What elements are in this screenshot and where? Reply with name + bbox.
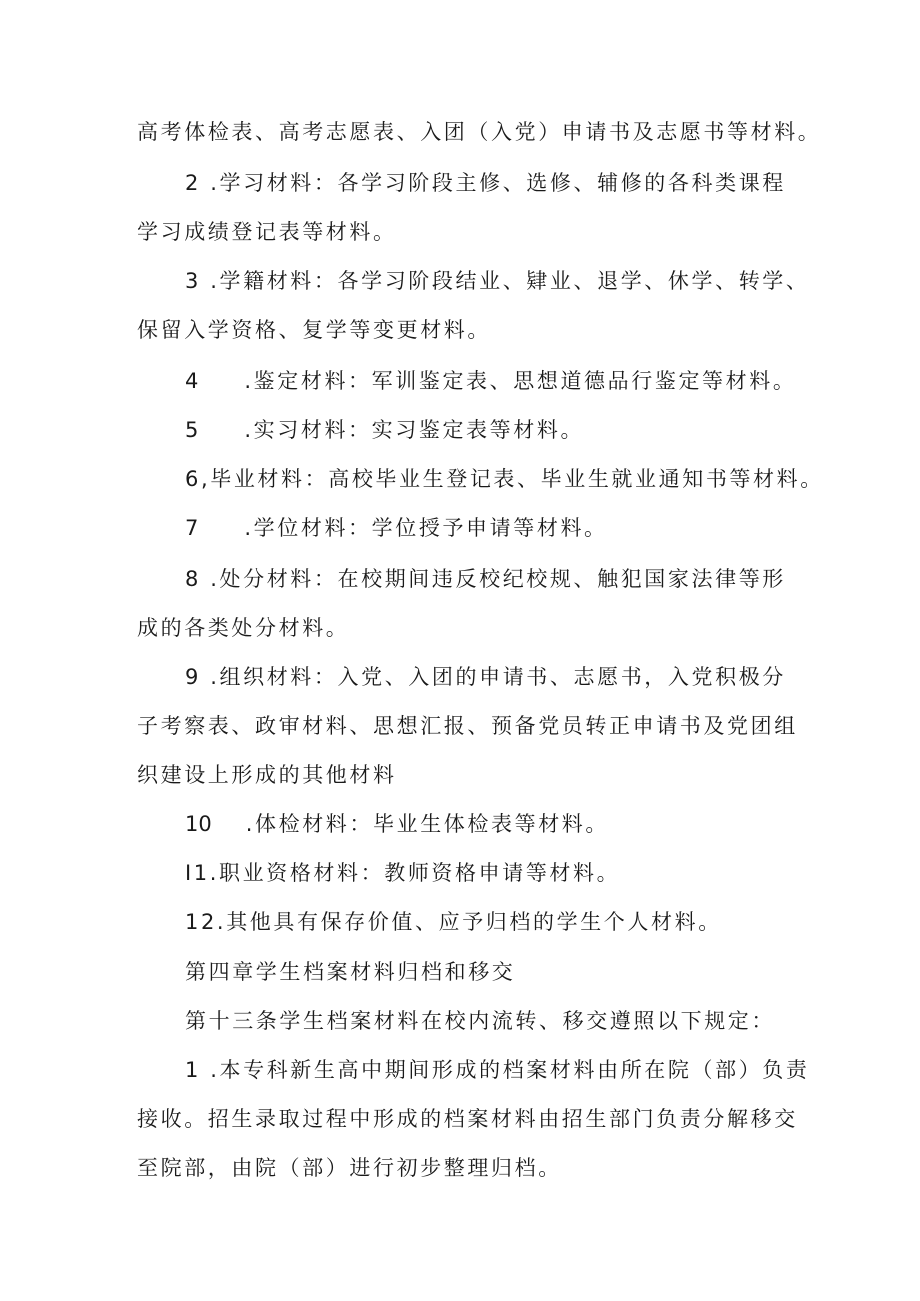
chapter-heading: 第四章学生档案材料归档和移交	[185, 960, 516, 984]
text-line-item-9-cont-1: 子考察表、政审材料、思想汇报、预备党员转正申请书及党团组	[137, 714, 798, 738]
text-line-item-3-cont: 保留入学资格、复学等变更材料。	[137, 318, 491, 342]
text-line-item-2-cont: 学习成绩登记表等材料。	[137, 220, 397, 244]
text-line-rule-1: 1 .本专科新生高中期间形成的档案材料由所在院（部）负责	[185, 1058, 810, 1082]
item-text: .学位材料：学位授予申请等材料。	[244, 516, 608, 540]
text-line-item-4	[185, 366, 796, 396]
text-line-rule-1-cont-1: 接收。招生录取过程中形成的档案材料由招生部门负责分解移交	[137, 1107, 798, 1131]
text-line-rule-1-cont-2: 至院部，由院（部）进行初步整理归档。	[137, 1156, 562, 1180]
item-number: 5	[185, 418, 199, 442]
item-text: .实习材料：实习鉴定表等材料。	[244, 418, 585, 442]
text-line-item-9: 9 .组织材料：入党、入团的申请书、志愿书，入党积极分	[185, 665, 786, 689]
text-line-item-12: 12.其他具有保存价值、应予归档的学生个人材料。	[185, 910, 722, 934]
text-line-item-8: 8 .处分材料：在校期间违反校纪校规、触犯国家法律等形	[185, 567, 786, 591]
text-line-item-2: 2 .学习材料：各学习阶段主修、选修、辅修的各科类课程	[185, 171, 786, 195]
text-line-item-6: 6,毕业材料：高校毕业生登记表、毕业生就业通知书等材料。	[185, 467, 824, 491]
item-text: .体检材料：毕业生体检表等材料。	[245, 812, 610, 836]
text-line-item-8-cont: 成的各类处分材料。	[137, 616, 350, 640]
item-number: 4	[185, 369, 199, 393]
text-line-item-9-cont-2: 织建设上形成的其他材料	[137, 763, 397, 787]
item-text: .鉴定材料：军训鉴定表、思想道德品行鉴定等材料。	[244, 369, 797, 393]
article-13: 第十三条学生档案材料在校内流转、移交遵照以下规定：	[185, 1009, 775, 1033]
text-line-item-7	[185, 513, 608, 543]
text-line-item-11: I1.职业资格材料：教师资格申请等材料。	[185, 861, 621, 885]
text-line-item-5	[185, 415, 584, 445]
item-number: 10	[185, 812, 212, 836]
text-line-item-10	[185, 809, 609, 839]
text-line-1: 高考体检表、高考志愿表、入团（入党）申请书及志愿书等材料。	[137, 120, 822, 144]
item-number: 7	[185, 516, 199, 540]
text-line-item-3: 3 .学籍材料：各学习阶段结业、肄业、退学、休学、转学、	[185, 269, 810, 293]
